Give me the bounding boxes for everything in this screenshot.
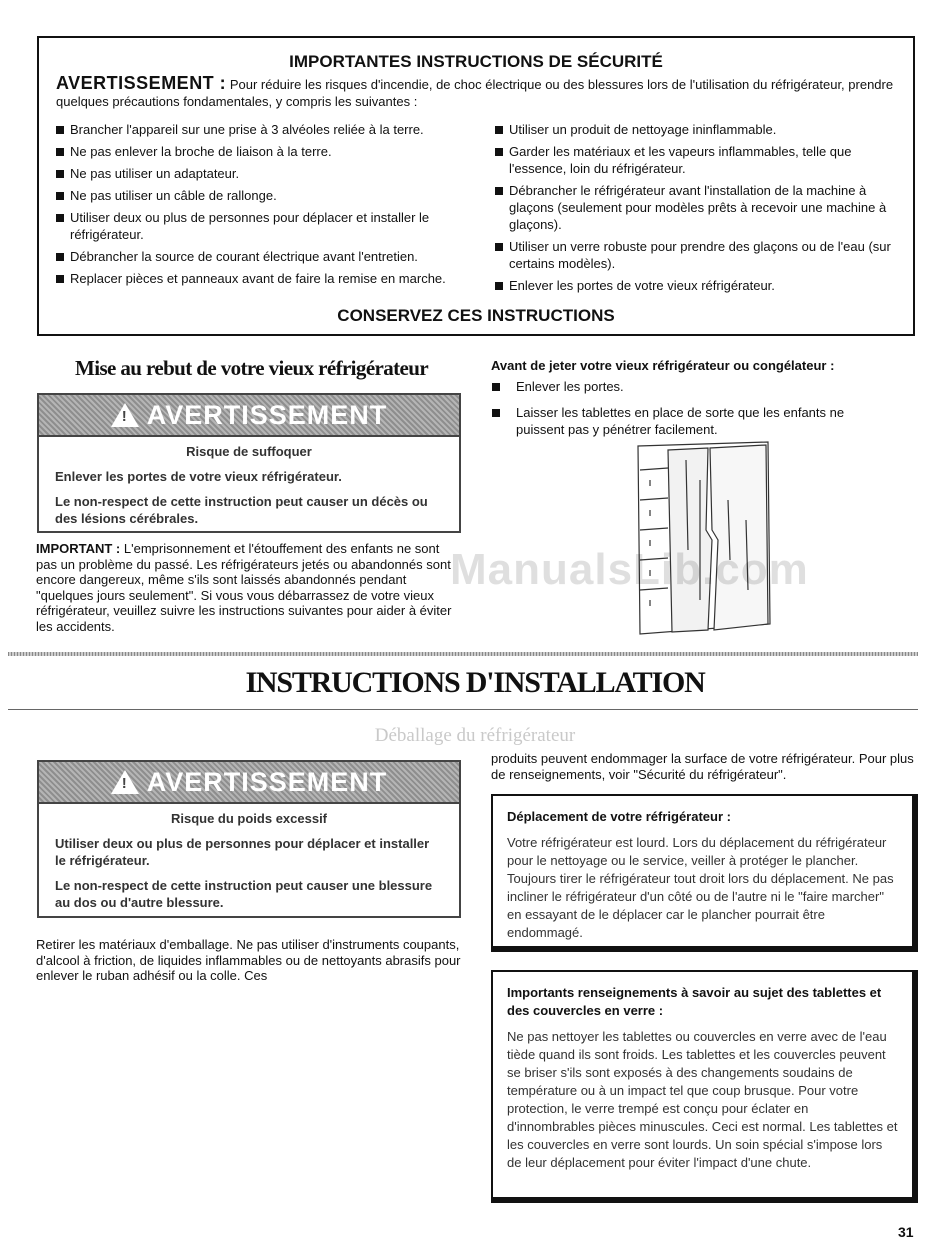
page-number: 31 — [898, 1224, 914, 1240]
important-text: L'emprisonnement et l'étouffement des enfants ne sont pas un problème du passé. Les réfrigérateurs jetés ou abandonnés sont encore dangereux, même s'ils sont laissés abandonnés pendant "quelques jours seulement". Si vous vous débarrassez de votre vieux réfrigérateur, veuillez suivre les instructions suivantes pour aider à éviter les accidents. — [36, 541, 452, 634]
list-item: Brancher l'appareil sur une prise à 3 alvéoles reliée à la terre. — [56, 121, 476, 138]
refrigerator-illustration — [628, 440, 778, 640]
list-item: Utiliser un produit de nettoyage ininflammable. — [495, 121, 910, 138]
warning-line: Le non-respect de cette instruction peut causer une blessure au dos ou d'autre blessure. — [55, 878, 433, 910]
warning-triangle-icon — [111, 403, 139, 427]
warning-line: Utiliser deux ou plus de personnes pour déplacer et installer le réfrigérateur. — [55, 836, 430, 868]
safety-intro-text: Pour réduire les risques d'incendie, de choc électrique ou des blessures lors de l'utilisation du réfrigérateur, prendre quelques précautions fondamentales, y compris les suivantes : — [56, 77, 894, 109]
before-discarding-list — [492, 378, 892, 443]
glass-shelves-text: Ne pas nettoyer les tablettes ou couvercles en verre avec de l'eau tiède quand ils sont froids. Les tablettes et les couvercles peuvent se briser s'ils sont exposés à des changements soudains de température ou à un impact tel que coup brusque. Pour votre protection, le verre trempé est conçu pour éclater en d'innombrables pièces minuscules. Ceci est normal. Les tablettes et les couvercles en verre sont lourds. Un soin spécial s'impose lors de leur déplacement pour éviter l'impact d'une chute. — [507, 1029, 898, 1170]
list-item: Ne pas utiliser un adaptateur. — [56, 165, 476, 182]
list-item: Ne pas utiliser un câble de rallonge. — [56, 187, 476, 204]
continued-paragraph: produits peuvent endommager la surface de votre réfrigérateur. Pour plus de renseignements, voir "Sécurité du réfrigérateur". — [491, 751, 914, 782]
weight-warning-box — [37, 760, 461, 918]
list-item: Garder les matériaux et les vapeurs inflammables, telle que l'essence, loin du réfrigérateur. — [495, 143, 910, 177]
watermark: ManualsLib.com — [450, 545, 809, 594]
safety-title: IMPORTANTES INSTRUCTIONS DE SÉCURITÉ — [289, 52, 663, 71]
safety-intro — [56, 75, 896, 110]
moving-heading: Déplacement de votre réfrigérateur : — [507, 809, 731, 824]
warning-banner — [39, 395, 459, 437]
warning-hazard: Risque de suffoquer — [186, 444, 312, 459]
list-item: Débrancher le réfrigérateur avant l'installation de la machine à glaçons (seulement pour modèles prêts à recevoir une machine à glaçons). — [495, 182, 910, 233]
list-item: Enlever les portes. — [492, 378, 892, 395]
safety-warning-label: AVERTISSEMENT : — [56, 73, 227, 93]
list-item: Ne pas enlever la broche de liaison à la terre. — [56, 143, 476, 160]
list-item: Utiliser un verre robuste pour prendre des glaçons ou de l'eau (sur certains modèles). — [495, 238, 910, 272]
list-item: Laisser les tablettes en place de sorte que les enfants ne puissent pas y pénétrer facilement. — [492, 404, 892, 438]
list-item: Enlever les portes de votre vieux réfrigérateur. — [495, 277, 910, 294]
suffocation-warning-box — [37, 393, 461, 533]
unpack-paragraph: Retirer les matériaux d'emballage. Ne pas utiliser d'instruments coupants, d'alcool à friction, de liquides inflammables ou de nettoyants abrasifs pour enlever le ruban adhésif ou la colle. Ces — [36, 937, 461, 983]
safety-list-right — [495, 121, 910, 299]
warning-banner-label: AVERTISSEMENT — [146, 399, 388, 430]
before-discarding-heading: Avant de jeter votre vieux réfrigérateur ou congélateur : — [491, 358, 835, 373]
section-divider — [8, 652, 918, 656]
glass-shelves-heading: Importants renseignements à savoir au sujet des tablettes et des couvercles en verre : — [507, 985, 882, 1018]
warning-line: Enlever les portes de votre vieux réfrigérateur. — [55, 469, 342, 484]
install-title: INSTRUCTIONS D'INSTALLATION — [245, 666, 705, 699]
glass-shelves-box — [491, 970, 918, 1203]
safety-list-left — [56, 121, 476, 292]
important-label: IMPORTANT : — [36, 541, 121, 556]
list-item: Débrancher la source de courant électrique avant l'entretien. — [56, 248, 476, 265]
warning-banner-label: AVERTISSEMENT — [146, 766, 388, 797]
moving-refrigerator-box — [491, 794, 918, 952]
important-paragraph — [36, 541, 461, 634]
unpacking-subtitle: Déballage du réfrigérateur — [374, 725, 576, 746]
warning-banner — [39, 762, 459, 804]
safety-footer: CONSERVEZ CES INSTRUCTIONS — [337, 306, 615, 325]
warning-hazard: Risque du poids excessif — [170, 811, 328, 826]
moving-text: Votre réfrigérateur est lourd. Lors du déplacement du réfrigérateur pour le nettoyage ou le service, veiller à protéger le plancher. Toujours tirer le réfrigérateur tout droit lors du déplacement. Ne pas incliner le réfrigérateur d'un côté ou de l'autre ni le "faire marcher" en essayant de le déplacer car le plancher pourrait être endommagé. — [507, 835, 894, 940]
warning-line: Le non-respect de cette instruction peut causer un décès ou des lésions cérébrales. — [55, 494, 428, 526]
safety-instructions-box — [37, 36, 915, 336]
warning-triangle-icon — [111, 770, 139, 794]
disposal-heading: Mise au rebut de votre vieux réfrigérateur — [75, 356, 429, 380]
title-rule — [8, 709, 918, 710]
list-item: Replacer pièces et panneaux avant de faire la remise en marche. — [56, 270, 476, 287]
list-item: Utiliser deux ou plus de personnes pour déplacer et installer le réfrigérateur. — [56, 209, 476, 243]
